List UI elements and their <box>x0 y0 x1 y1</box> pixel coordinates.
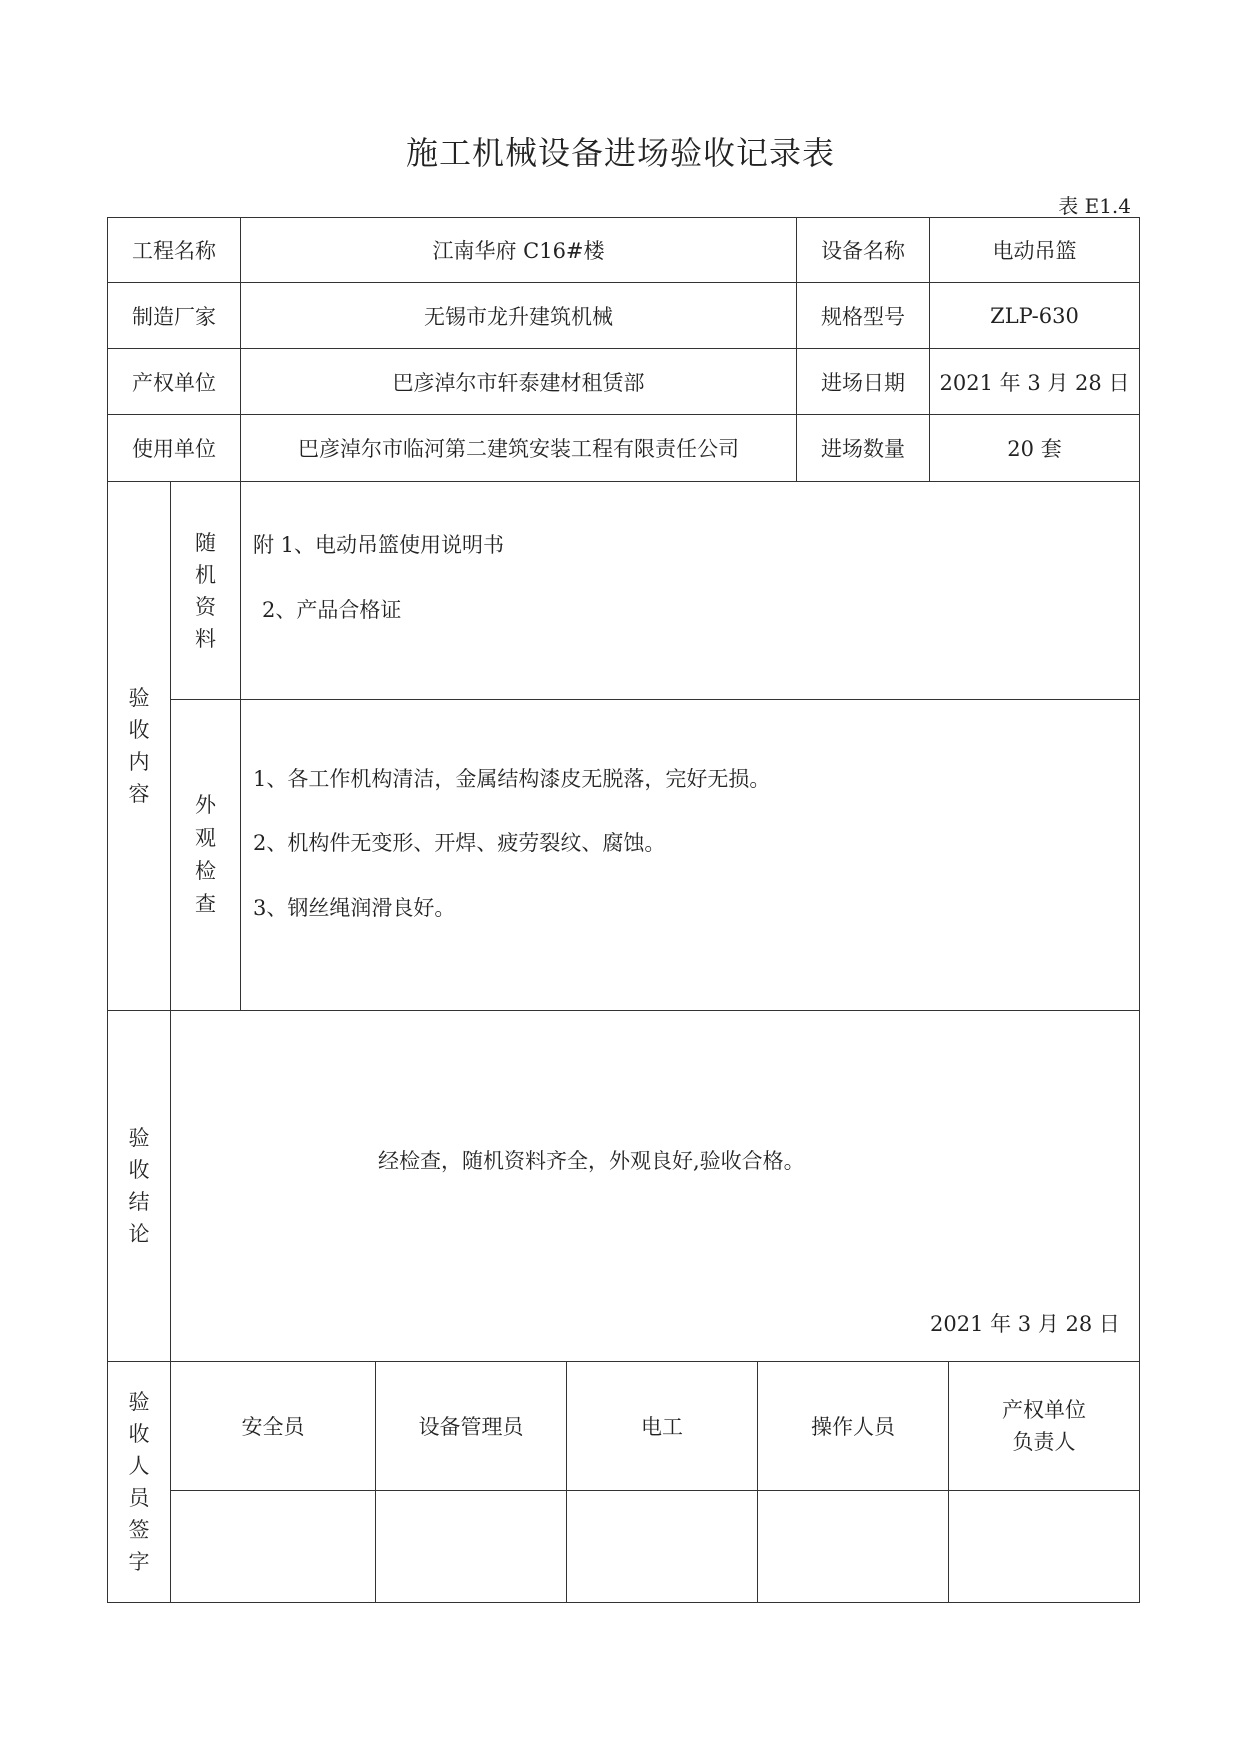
label-quantity: 进场数量 <box>796 414 930 482</box>
label-manufacturer: 制造厂家 <box>107 282 241 349</box>
role-safety-officer: 安全员 <box>170 1361 376 1491</box>
conclusion-label-cell <box>107 1010 171 1362</box>
role-operator: 操作人员 <box>757 1361 949 1491</box>
conclusion-label: 验 收 结 论 <box>128 1126 150 1246</box>
appearance-item-1: 1、各工作机构清洁，金属结构漆皮无脱落，完好无损。 <box>253 767 771 791</box>
value-model: ZLP-630 <box>929 282 1140 349</box>
appearance-label: 外 观 检 查 <box>195 793 216 916</box>
value-equipment-name: 电动吊篮 <box>929 217 1140 283</box>
conclusion-text: 经检查，随机资料齐全，外观良好,验收合格。 <box>378 1149 805 1173</box>
signature-field-owner-responsible[interactable] <box>948 1490 1140 1603</box>
signatures-label-cell <box>107 1361 171 1603</box>
accompanying-doc-item-1: 附 1、电动吊篮使用说明书 <box>253 533 505 557</box>
value-project-name: 江南华府 C16#楼 <box>240 217 797 283</box>
signatures-label: 验 收 人 员 签 字 <box>128 1390 150 1574</box>
value-manufacturer: 无锡市龙升建筑机械 <box>240 282 797 349</box>
appearance-label-cell <box>170 699 241 1011</box>
label-project-name: 工程名称 <box>107 217 241 283</box>
appearance-item-2: 2、机构件无变形、开焊、疲劳裂纹、腐蚀。 <box>253 831 666 855</box>
signature-field-electrician[interactable] <box>566 1490 758 1603</box>
inspection-section-label: 验 收 内 容 <box>128 686 150 806</box>
role-electrician: 电工 <box>566 1361 758 1491</box>
accompanying-doc-item-2: 2、产品合格证 <box>262 598 402 622</box>
label-user-unit: 使用单位 <box>107 414 241 482</box>
appearance-item-3: 3、钢丝绳润滑良好。 <box>253 896 456 920</box>
label-model: 规格型号 <box>796 282 930 349</box>
conclusion-date: 2021 年 3 月 28 日 <box>930 1312 1120 1336</box>
value-user-unit: 巴彦淖尔市临河第二建筑安装工程有限责任公司 <box>240 414 797 482</box>
inspection-section-label-cell <box>107 481 171 1011</box>
label-entry-date: 进场日期 <box>796 348 930 415</box>
accompanying-docs-content-cell <box>240 481 1140 700</box>
label-owner: 产权单位 <box>107 348 241 415</box>
form-number: 表 E1.4 <box>1058 194 1131 218</box>
accompanying-docs-label: 随 机 资 料 <box>195 530 216 651</box>
value-owner: 巴彦淖尔市轩泰建材租赁部 <box>240 348 797 415</box>
role-owner-responsible: 产权单位 负责人 <box>948 1361 1140 1491</box>
value-entry-date: 2021 年 3 月 28 日 <box>929 348 1140 415</box>
signature-field-equipment-manager[interactable] <box>375 1490 567 1603</box>
document-title: 施工机械设备进场验收记录表 <box>405 134 835 172</box>
label-equipment-name: 设备名称 <box>796 217 930 283</box>
accompanying-docs-label-cell <box>170 481 241 700</box>
role-equipment-manager: 设备管理员 <box>375 1361 567 1491</box>
signature-field-operator[interactable] <box>757 1490 949 1603</box>
value-quantity: 20 套 <box>929 414 1140 482</box>
signature-field-safety-officer[interactable] <box>170 1490 376 1603</box>
